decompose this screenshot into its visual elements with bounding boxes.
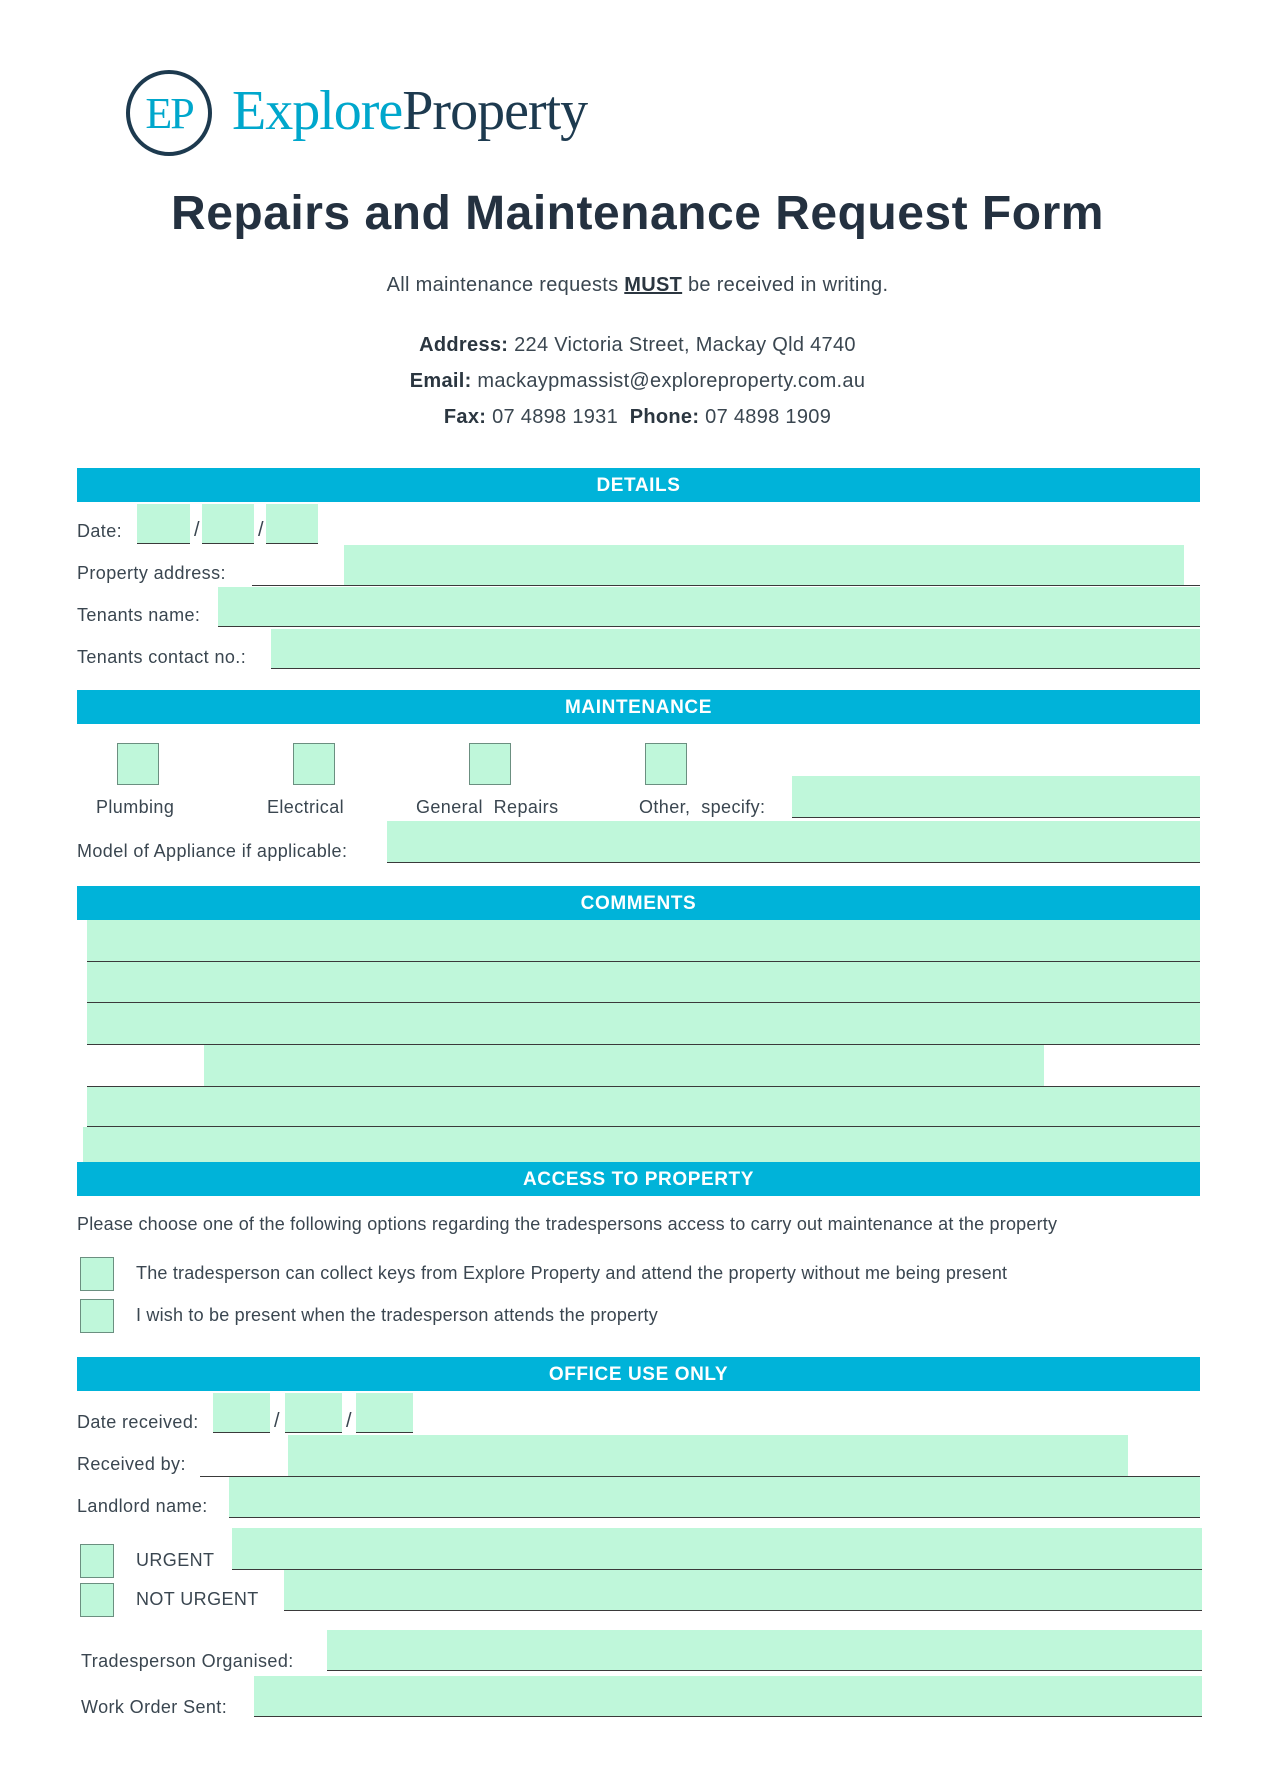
work-order-sent-label: Work Order Sent: <box>81 1697 228 1717</box>
property-address-field[interactable] <box>344 545 1184 585</box>
fax-value: 07 4898 1931 <box>492 406 619 428</box>
maintenance-heading: MAINTENANCE <box>77 690 1200 724</box>
contact-email <box>0 370 1275 393</box>
date-received-month-field[interactable] <box>285 1393 342 1433</box>
intro-emphasis: MUST <box>624 274 683 296</box>
plumbing-checkbox[interactable] <box>117 743 159 785</box>
logo-word-explore: Explore <box>232 80 403 142</box>
urgent-label: URGENT <box>136 1550 215 1570</box>
date-month-field[interactable] <box>202 504 254 544</box>
office-use-heading: OFFICE USE ONLY <box>77 1357 1200 1391</box>
tradesperson-organised-field[interactable] <box>327 1630 1202 1671</box>
property-address-line <box>252 585 1200 586</box>
page-title: Repairs and Maintenance Request Form <box>171 187 1104 240</box>
electrical-checkbox[interactable] <box>293 743 335 785</box>
date-received-day-field[interactable] <box>213 1393 270 1433</box>
fax-label: Fax: <box>443 406 487 428</box>
other-specify-label: Other, specify: <box>639 797 766 817</box>
not-urgent-checkbox[interactable] <box>80 1583 114 1617</box>
date-received-separator: / <box>346 1410 352 1432</box>
tenants-contact-label: Tenants contact no.: <box>77 647 247 667</box>
intro-before: All maintenance requests <box>386 274 625 296</box>
date-received-year-field[interactable] <box>356 1393 413 1433</box>
logo-monogram: EP <box>126 70 212 156</box>
property-address-label: Property address: <box>77 563 226 583</box>
urgent-field[interactable] <box>232 1528 1202 1570</box>
landlord-name-label: Landlord name: <box>77 1496 208 1516</box>
details-heading: DETAILS <box>77 468 1200 502</box>
other-specify-field[interactable] <box>792 776 1200 818</box>
comments-line-3[interactable] <box>87 1003 1200 1045</box>
electrical-label: Electrical <box>267 797 345 817</box>
received-by-field[interactable] <box>288 1435 1128 1476</box>
date-received-separator: / <box>274 1410 280 1432</box>
tenants-name-label: Tenants name: <box>77 605 201 625</box>
date-received-label: Date received: <box>77 1412 199 1432</box>
plumbing-label: Plumbing <box>96 797 175 817</box>
tenants-contact-field[interactable] <box>271 629 1200 669</box>
comments-heading: COMMENTS <box>77 886 1200 920</box>
intro-text <box>0 274 1275 297</box>
landlord-name-field[interactable] <box>229 1477 1200 1518</box>
comments-line-6[interactable] <box>83 1127 1200 1162</box>
collect-keys-checkbox[interactable] <box>80 1257 114 1291</box>
date-year-field[interactable] <box>266 504 318 544</box>
not-urgent-label: NOT URGENT <box>136 1589 259 1609</box>
email-label: Email: <box>409 370 472 392</box>
general-repairs-label: General Repairs <box>416 797 559 817</box>
logo <box>126 68 606 168</box>
model-appliance-label: Model of Appliance if applicable: <box>77 841 348 861</box>
not-urgent-field[interactable] <box>284 1570 1202 1611</box>
received-by-label: Received by: <box>77 1454 186 1474</box>
other-checkbox[interactable] <box>645 743 687 785</box>
logo-wordmark <box>232 76 587 146</box>
email-value: mackaypmassist@exploreproperty.com.au <box>477 370 866 392</box>
urgent-checkbox[interactable] <box>80 1544 114 1578</box>
comments-line-2[interactable] <box>87 962 1200 1003</box>
date-separator: / <box>194 519 200 541</box>
phone-label: Phone: <box>629 406 700 428</box>
model-appliance-field[interactable] <box>387 821 1200 863</box>
tradesperson-organised-label: Tradesperson Organised: <box>81 1651 294 1671</box>
address-value: 224 Victoria Street, Mackay Qld 4740 <box>514 334 856 356</box>
logo-word-property: Property <box>402 80 588 142</box>
tenants-name-field[interactable] <box>218 587 1200 627</box>
comments-line-4[interactable] <box>204 1045 1044 1086</box>
access-instruction: Please choose one of the following options regarding the tradespersons access to carry out maintenance at the property <box>77 1214 1058 1234</box>
present-label: I wish to be present when the tradesperson attends the property <box>136 1305 658 1325</box>
comments-line-1[interactable] <box>87 920 1200 962</box>
date-separator: / <box>258 519 264 541</box>
general-repairs-checkbox[interactable] <box>469 743 511 785</box>
contact-address <box>0 334 1275 357</box>
date-label: Date: <box>77 521 123 541</box>
intro-after: be received in writing. <box>682 274 889 296</box>
phone-value: 07 4898 1909 <box>705 406 832 428</box>
address-label: Address: <box>419 334 509 356</box>
present-checkbox[interactable] <box>80 1299 114 1333</box>
collect-keys-label: The tradesperson can collect keys from Explore Property and attend the property without me being present <box>136 1263 1008 1283</box>
comments-line-5[interactable] <box>87 1087 1200 1127</box>
contact-fax-phone <box>0 406 1275 429</box>
access-heading: ACCESS TO PROPERTY <box>77 1162 1200 1196</box>
work-order-sent-field[interactable] <box>254 1676 1202 1717</box>
date-day-field[interactable] <box>137 504 190 544</box>
